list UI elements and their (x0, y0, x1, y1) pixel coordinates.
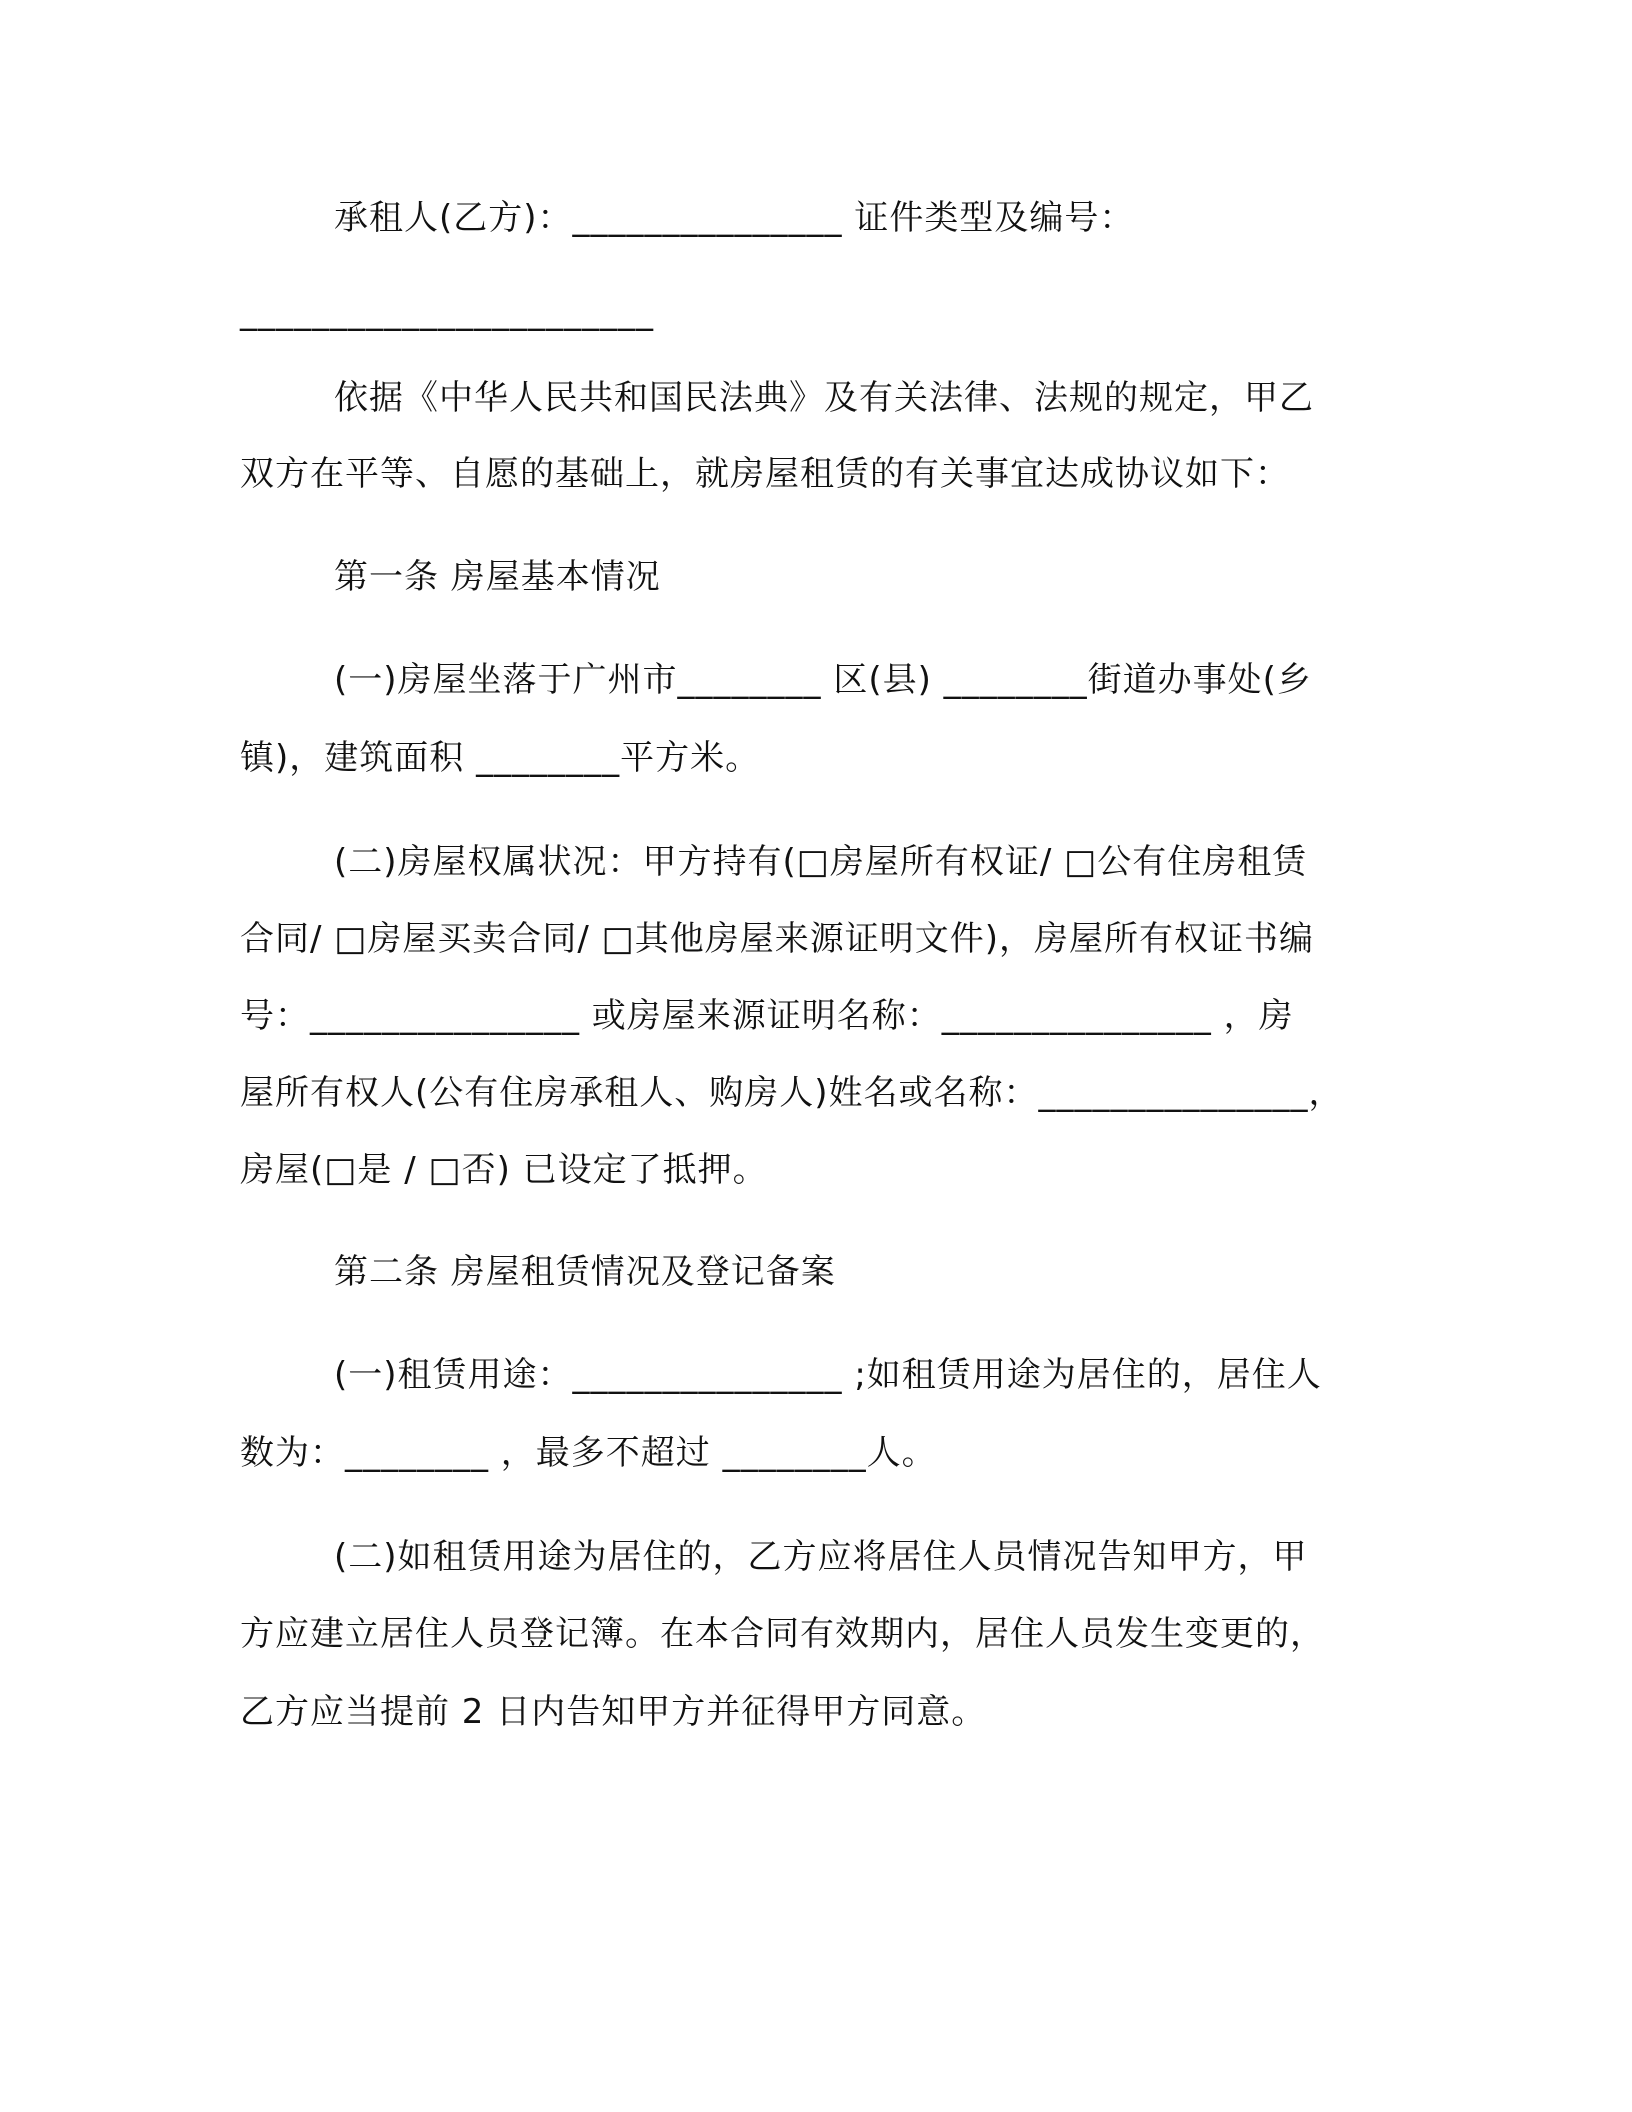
article-1-item-2-line-1: (二)房屋权属状况：甲方持有(□房屋所有权证/ □公有住房租赁 (334, 842, 1308, 882)
tenant-line: 承租人(乙方)：_______________ 证件类型及编号： (334, 198, 1135, 238)
preamble-line-2: 双方在平等、自愿的基础上，就房屋租赁的有关事宜达成协议如下： (240, 454, 1290, 494)
article-2-item-1-line-1: (一)租赁用途：_______________ ;如租赁用途为居住的，居住人 (334, 1355, 1322, 1395)
article-1-item-2-line-3: 号：_______________ 或房屋来源证明名称：_______________ ，房 (240, 996, 1294, 1036)
article-1-heading: 第一条 房屋基本情况 (334, 557, 661, 597)
article-1-item-1-line-1: (一)房屋坐落于广州市________ 区(县) ________街道办事处(乡 (334, 660, 1312, 700)
article-1-item-1-line-2: 镇)，建筑面积 ________平方米。 (240, 738, 761, 778)
article-2-item-1-line-2: 数为：________ ，最多不超过 ________人。 (240, 1433, 937, 1473)
id-number-blank: _______________________ (240, 292, 654, 332)
article-1-item-2-line-5: 房屋(□是 / □否) 已设定了抵押。 (240, 1150, 768, 1190)
preamble-line-1: 依据《中华人民共和国民法典》及有关法律、法规的规定，甲乙 (334, 378, 1314, 418)
article-2-heading: 第二条 房屋租赁情况及登记备案 (334, 1252, 836, 1292)
article-2-item-2-line-1: (二)如租赁用途为居住的，乙方应将居住人员情况告知甲方，甲 (334, 1537, 1308, 1577)
article-1-item-2-line-2: 合同/ □房屋买卖合同/ □其他房屋来源证明文件)，房屋所有权证书编 (240, 919, 1315, 959)
article-2-item-2-line-3: 乙方应当提前 2 日内告知甲方并征得甲方同意。 (240, 1692, 987, 1732)
article-2-item-2-line-2: 方应建立居住人员登记簿。在本合同有效期内，居住人员发生变更的， (240, 1614, 1325, 1654)
article-1-item-2-line-4: 屋所有权人(公有住房承租人、购房人)姓名或名称：_______________， (240, 1073, 1344, 1113)
